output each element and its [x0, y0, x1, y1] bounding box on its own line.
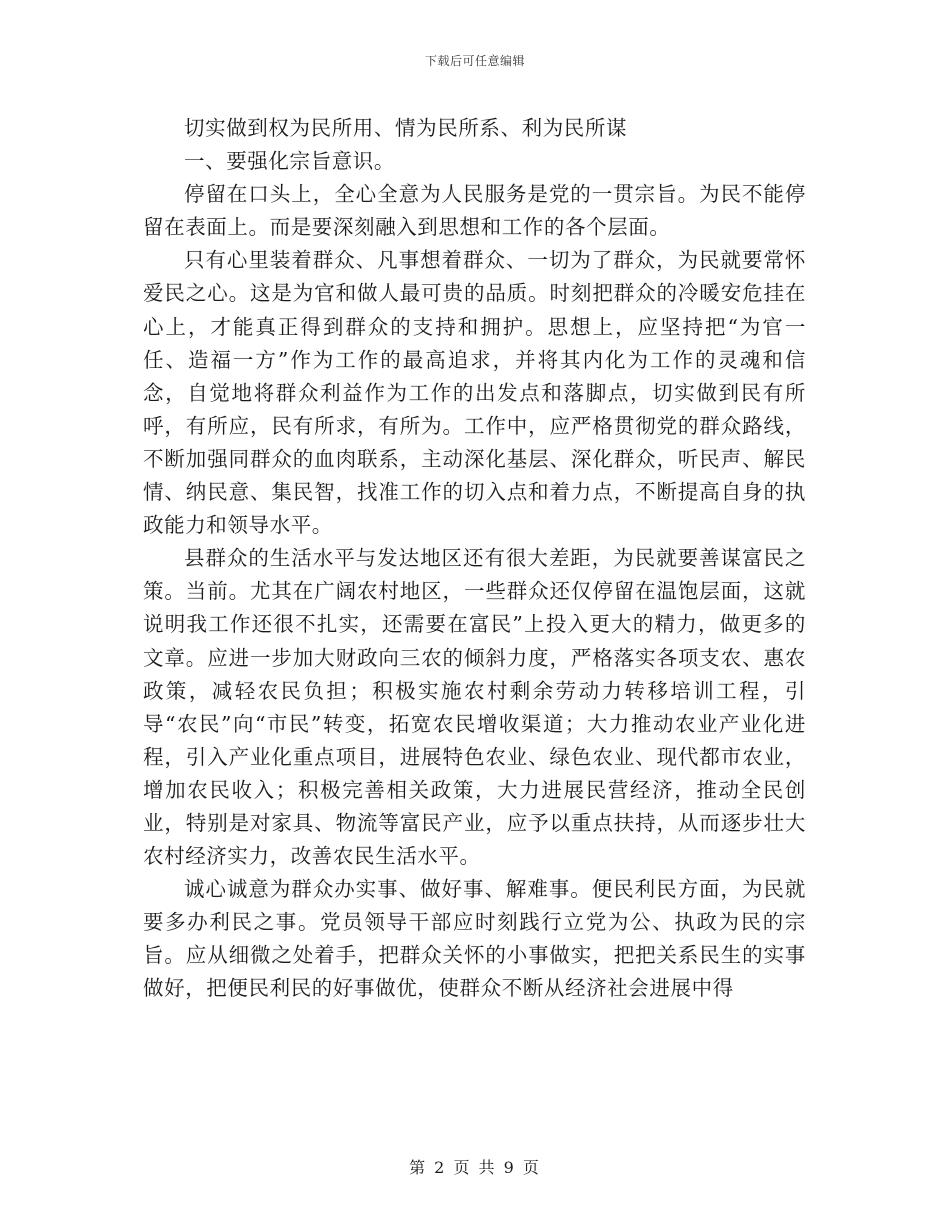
page-header: 下载后可任意编辑: [424, 54, 525, 68]
paragraph: 只有心里装着群众、凡事想着群众、一切为了群众，为民就要常怀爱民之心。这是为官和做人最可贵的品质。时刻把群众的冷暖安危挂在心上，才能真正得到群众的支持和拥护。思想上，应坚持把“为官一任、造福一方”作为工作的最高追求，并将其内化为工作的灵魂和信念，自觉地将群众利益作为工作的出发点和落脚点，切实做到民有所呼，有所应，民有所求，有所为。工作中，应严格贯彻党的群众路线，不断加强同群众的血肉联系，主动深化基层、深化群众，听民声、解民情、纳民意、集民智，找准工作的切入点和着力点，不断提高自身的执政能力和领导水平。: [143, 248, 806, 538]
paragraph: 诚心诚意为群众办实事、做好事、解难事。便民利民方面，为民就要多办利民之事。党员领导干部应时刻践行立党为公、执政为民的宗旨。应从细微之处着手，把群众关怀的小事做实，把把关系民生的实事做好，把便民利民的好事做优，使群众不断从经济社会进展中得: [143, 877, 806, 1001]
paragraph: 县群众的生活水平与发达地区还有很大差距，为民就要善谋富民之策。当前。尤其在广阔农村地区，一些群众还仅停留在温饱层面，这就说明我工作还很不扎实，还需要在富民”上投入更大的精力，做更多的文章。应进一步加大财政向三农的倾斜力度，严格落实各项支农、惠农政策，减轻农民负担；积极实施农村剩余劳动力转移培训工程，引导“农民”向“市民”转变，拓宽农民增收渠道；大力推动农业产业化进程，引入产业化重点项目，进展特色农业、绿色农业、现代都市农业，增加农民收入；积极完善相关政策，大力进展民营经济，推动全民创业，特别是对家具、物流等富民产业，应予以重点扶持，从而逐步壮大农村经济实力，改善农民生活水平。: [143, 546, 806, 869]
paragraph: 停留在口头上，全心全意为人民服务是党的一贯宗旨。为民不能停留在表面上。而是要深刻融入到思想和工作的各个层面。: [143, 182, 806, 240]
page-number: 第 2 页 共 9 页: [409, 1158, 541, 1177]
document-body: [143, 112, 806, 1006]
document-title: 切实做到权为民所用、情为民所系、利为民所谋: [184, 116, 628, 140]
section-heading: 一、要强化宗旨意识。: [184, 149, 395, 174]
